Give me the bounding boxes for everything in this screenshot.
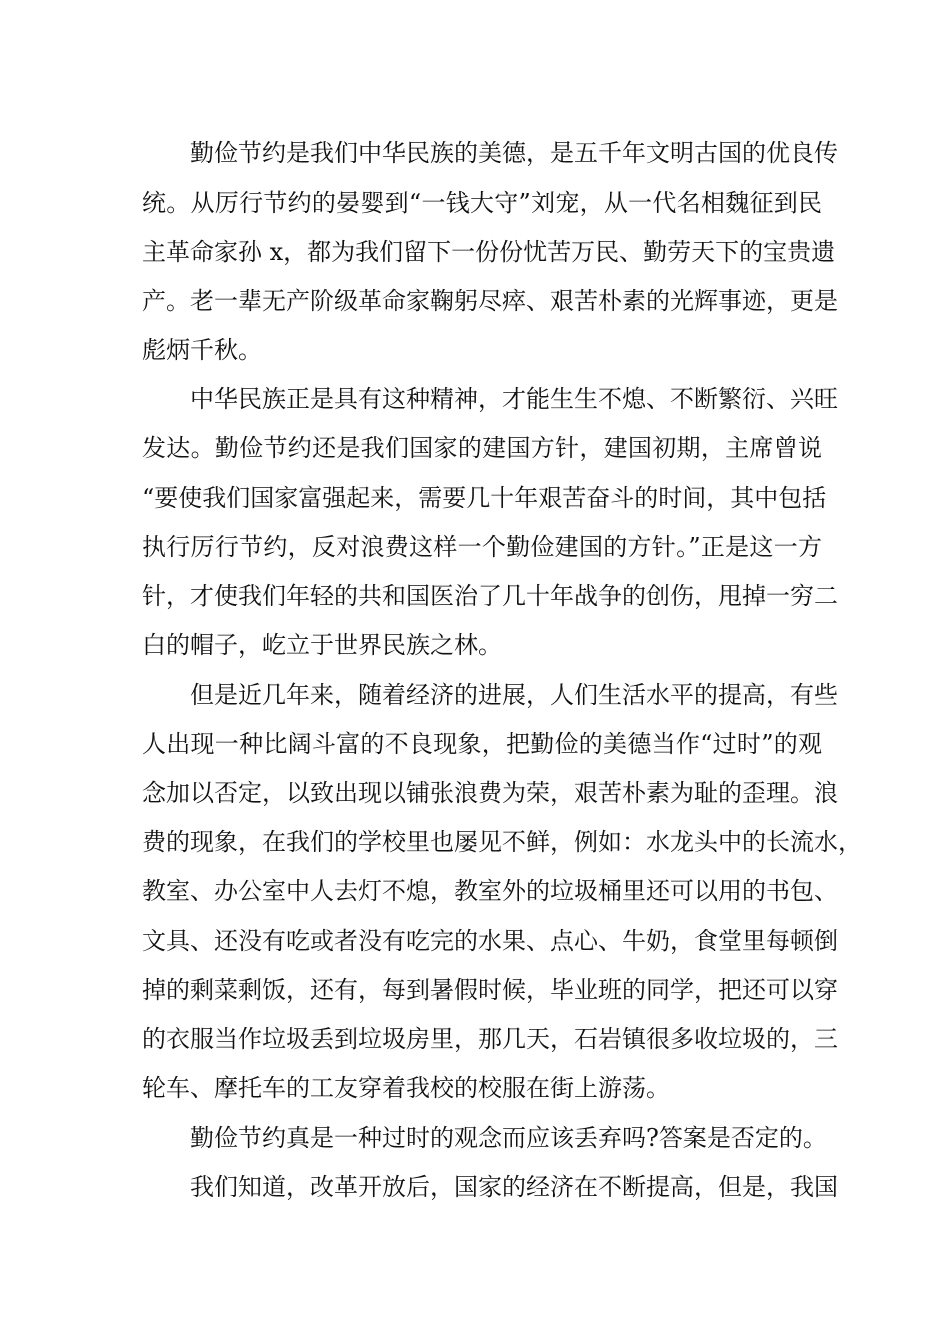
- paragraph-3-line-2: 人出现一种比阔斗富的不良现象，把勤俭的美德当作“过时”的观: [142, 730, 822, 758]
- paragraph-2-line-2: 发达。勤俭节约还是我们国家的建国方针，建国初期，主席曾说: [142, 434, 822, 462]
- paragraph-3-line-6: 文具、还没有吃或者没有吃完的水果、点心、牛奶，食堂里每顿倒: [142, 927, 838, 955]
- paragraph-2-line-6: 白的帽子，屹立于世界民族之林。: [142, 631, 502, 659]
- paragraph-3-line-9: 轮车、摩托车的工友穿着我校的校服在街上游荡。: [142, 1074, 670, 1102]
- paragraph-3-line-5: 教室、办公室中人去灯不熄，教室外的垃圾桶里还可以用的书包、: [142, 877, 838, 905]
- paragraph-3-line-7: 掉的剩菜剩饭，还有，每到暑假时候，毕业班的同学，把还可以穿: [142, 976, 838, 1004]
- paragraph-1-line-5: 彪炳千秋。: [142, 336, 262, 364]
- paragraph-3-line-1: 但是近几年来，随着经济的进展，人们生活水平的提高，有些: [190, 681, 838, 709]
- paragraph-2-line-5: 针，才使我们年轻的共和国医治了几十年战争的创伤，甩掉一穷二: [142, 582, 838, 610]
- paragraph-4-line-1: 勤俭节约真是一种过时的观念而应该丢弃吗?答案是否定的。: [190, 1124, 827, 1152]
- paragraph-2-line-1: 中华民族正是具有这种精神，才能生生不熄、不断繁衍、兴旺: [190, 385, 838, 413]
- paragraph-1-line-2: 统。从厉行节约的晏婴到“一钱大守”刘宠，从一代名相魏征到民: [142, 189, 822, 217]
- paragraph-1-line-4: 产。老一辈无产阶级革命家鞠躬尽瘁、艰苦朴素的光辉事迹，更是: [142, 287, 838, 315]
- paragraph-2-line-4: 执行厉行节约，反对浪费这样一个勤俭建国的方针。”正是这一方: [142, 533, 822, 561]
- paragraph-3-line-4: 费的现象，在我们的学校里也屡见不鲜，例如：水龙头中的长流水，: [142, 828, 862, 856]
- paragraph-3-line-8: 的衣服当作垃圾丢到垃圾房里，那几天，石岩镇很多收垃圾的，三: [142, 1025, 838, 1053]
- paragraph-1-line-3: 主革命家孙 x，都为我们留下一份份忧苦万民、勤劳天下的宝贵遗: [142, 238, 836, 266]
- paragraph-3-line-3: 念加以否定，以致出现以铺张浪费为荣，艰苦朴素为耻的歪理。浪: [142, 779, 838, 807]
- paragraph-2-line-3: “要使我们国家富强起来，需要几十年艰苦奋斗的时间，其中包括: [142, 484, 827, 512]
- paragraph-5-line-1: 我们知道，改革开放后，国家的经济在不断提高，但是，我国: [190, 1173, 838, 1201]
- paragraph-1-line-1: 勤俭节约是我们中华民族的美德，是五千年文明古国的优良传: [190, 139, 838, 167]
